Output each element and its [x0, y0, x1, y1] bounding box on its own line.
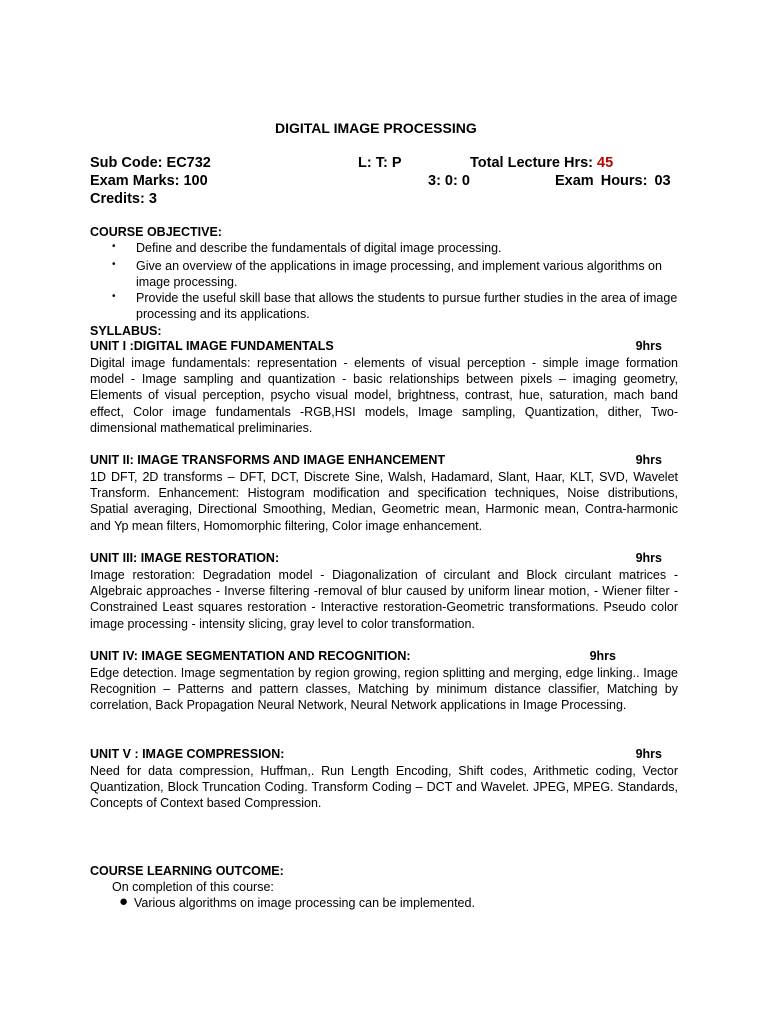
outcome-text: Various algorithms on image processing can be implemented. — [134, 896, 475, 910]
course-objective-heading: COURSE OBJECTIVE: — [90, 225, 222, 239]
unit-title: UNIT III: IMAGE RESTORATION: — [90, 551, 280, 565]
total-lecture-hours — [470, 155, 613, 171]
unit-description: Image restoration: Degradation model - Diagonalization of circulant and Block circulant matrices - Algebraic approaches - Inverse filtering -removal of blur caused by uniform linear motion, - Wiener filter - Constrained Least squares restoration - Interactive restoration-Geometric transformations. Pseudo color image processing - intensity slicing, gray level to color transformation. — [90, 568, 678, 631]
ltp-value: 3: 0: 0 — [428, 173, 470, 189]
unit-heading — [90, 453, 662, 467]
lecture-label: Total Lecture Hrs: — [470, 155, 598, 171]
bullet-icon: • — [112, 291, 116, 302]
unit-heading — [90, 339, 662, 353]
unit-hours: 9hrs — [635, 551, 662, 565]
exam-hours: Exam Hours: 03 — [555, 173, 671, 189]
credits: Credits: 3 — [90, 191, 157, 207]
unit-heading — [90, 747, 662, 761]
unit-description: Need for data compression, Huffman,. Run Length Encoding, Shift codes, Arithmetic coding, Vector Quantization, Block Truncation Coding. Transform Coding – DCT and Wavelet. JPEG, MPEG. Standards, Concepts of Context based Compression. — [90, 764, 678, 811]
bullet-icon: • — [112, 259, 116, 270]
unit-description: 1D DFT, 2D transforms – DFT, DCT, Discrete Sine, Walsh, Hadamard, Slant, Haar, KLT, SVD, Wavelet Transform. Enhancement: Histogram modification and specification techniques, Noise distributions, Spatial averaging, Directional Smoothing, Median, Geometric mean, Harmonic mean, Contra-harmonic and Yp mean filters, Homomorphic filtering, Color image enhancement. — [90, 470, 678, 533]
unit-hours: 9hrs — [589, 649, 616, 663]
outcome-intro: On completion of this course: — [112, 880, 274, 894]
bullet-icon: ● — [119, 893, 129, 910]
ltp-label: L: T: P — [358, 155, 402, 171]
unit-title: UNIT IV: IMAGE SEGMENTATION AND RECOGNITION: — [90, 649, 411, 663]
unit-description: Edge detection. Image segmentation by region growing, region splitting and merging, edge linking.. Image Recognition – Patterns and pattern classes, Matching by minimum distance classifier, Matching by correlation, Back Propagation Neural Network, Neural Network applications in Image Processing. — [90, 666, 678, 713]
unit-title: UNIT II: IMAGE TRANSFORMS AND IMAGE ENHANCEMENT — [90, 453, 446, 467]
document-title: DIGITAL IMAGE PROCESSING — [275, 120, 477, 136]
objective-text: Give an overview of the applications in image processing, and implement various algorithms on image processing. — [136, 259, 662, 290]
objective-text: Define and describe the fundamentals of digital image processing. — [136, 241, 502, 255]
sub-code: Sub Code: EC732 — [90, 155, 211, 171]
unit-heading — [90, 551, 662, 565]
outcome-bullet — [119, 893, 475, 910]
exam-marks: Exam Marks: 100 — [90, 173, 208, 189]
unit-heading — [90, 649, 616, 663]
unit-hours: 9hrs — [635, 339, 662, 353]
unit-hours: 9hrs — [635, 747, 662, 761]
objective-text: Provide the useful skill base that allows the students to pursue further studies in the area of image processing and its applications. — [136, 291, 678, 322]
syllabus-heading: SYLLABUS: — [90, 324, 162, 338]
course-outcome-heading: COURSE LEARNING OUTCOME: — [90, 864, 284, 878]
bullet-icon: • — [112, 241, 116, 252]
unit-title: UNIT V : IMAGE COMPRESSION: — [90, 747, 285, 761]
lecture-value: 45 — [597, 155, 614, 171]
unit-title: UNIT I :DIGITAL IMAGE FUNDAMENTALS — [90, 339, 334, 353]
unit-description: Digital image fundamentals: representation - elements of visual perception - simple image formation model - Image sampling and quantization - basic relationships between pixels – imaging geometry, Elements of visual perception, psycho visual model, brightness, contrast, hue, saturation, mach band effect, Color image fundamentals -RGB,HSI models, Image sampling, Quantization, dither, Two-dimensional mathematical preliminaries. — [90, 356, 678, 435]
unit-hours: 9hrs — [635, 453, 662, 467]
